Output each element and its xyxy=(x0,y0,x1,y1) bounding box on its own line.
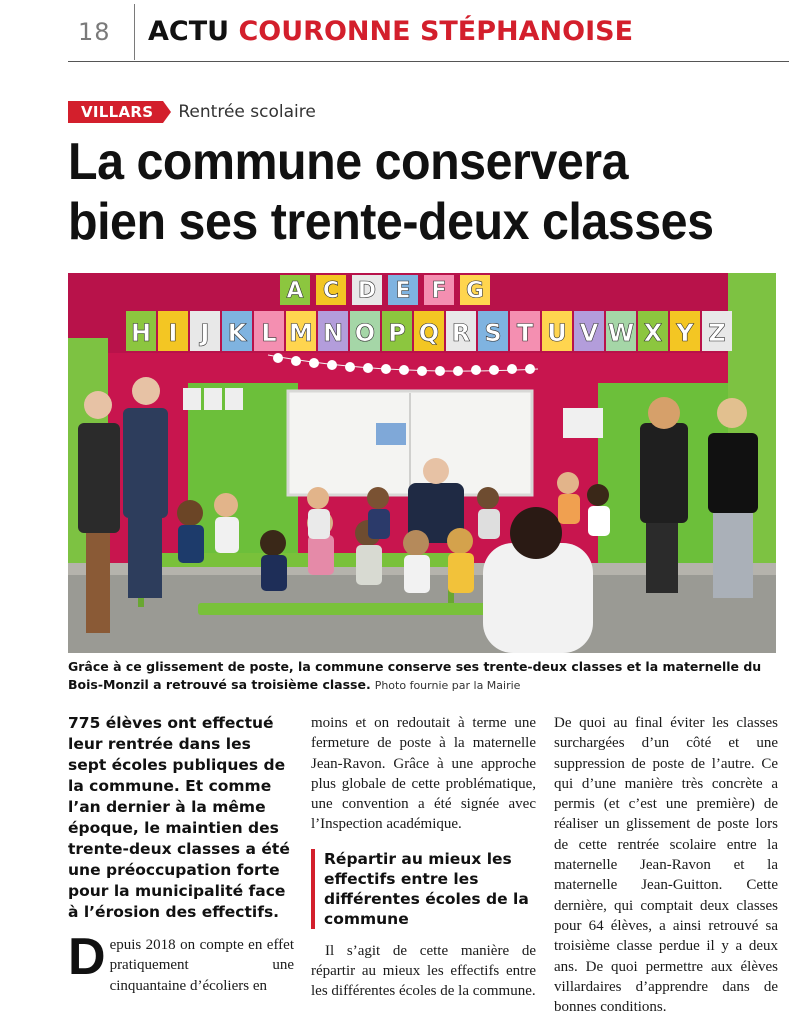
alphabet-letter: Q xyxy=(418,319,440,347)
alphabet-letter: S xyxy=(484,319,502,347)
alphabet-letter: H xyxy=(130,319,152,347)
section-title-part1: ACTU xyxy=(148,16,230,47)
header-rule xyxy=(68,61,789,62)
alphabet-letter: L xyxy=(261,319,277,347)
drop-cap: D xyxy=(68,928,106,986)
subheading: Répartir au mieux les effectifs entre les différentes écoles de la commune xyxy=(311,849,536,929)
section-title-part2: COURONNE STÉPHANOISE xyxy=(238,16,634,47)
alphabet-letter: E xyxy=(395,278,411,304)
article-photo xyxy=(68,273,776,653)
header-separator xyxy=(134,4,135,60)
alphabet-letter: J xyxy=(200,319,210,347)
alphabet-letter: M xyxy=(289,319,313,347)
page-header xyxy=(68,4,789,62)
location-tag: VILLARS xyxy=(68,101,163,123)
article-column-2 xyxy=(311,713,536,1002)
tag-arrow-icon xyxy=(163,101,171,123)
topic-label: Rentrée scolaire xyxy=(178,102,316,122)
paragraph-2-part-a: Il s’agit de cette manière de répartir au mieux les effectifs entre les différentes écoles de la commune. xyxy=(311,942,536,1000)
paragraph-1-part-b: moins et on redoutait à terme une fermeture de poste à la maternelle Jean-Ravon. Grâce à une approche plus globale de cette problématique, une convention a été signée avec l’Inspection académique. xyxy=(311,715,536,833)
page-number: 18 xyxy=(78,18,111,46)
alphabet-letter: W xyxy=(607,319,635,347)
alphabet-letter: P xyxy=(388,319,406,347)
alphabet-frieze-main xyxy=(126,311,732,351)
alphabet-letter: C xyxy=(322,278,340,304)
caption-text: Grâce à ce glissement de poste, la commune conserve ses trente-deux classes et la maternelle du Bois-Monzil a retrouvé sa troisième classe. xyxy=(68,659,762,692)
photo-credit: Photo fournie par la Mairie xyxy=(374,679,521,692)
article-lead: 775 élèves ont effectué leur rentrée dans les sept écoles publiques de la commune. Et comme l’an dernier à la même époque, le maintien des trente-deux classes a été une préoccupation forte pour la municipalité face à l’érosion des effectifs. xyxy=(68,714,290,921)
alphabet-letter: O xyxy=(354,319,376,347)
alphabet-letter: X xyxy=(643,319,663,347)
alphabet-letter: Z xyxy=(708,319,726,347)
paragraph-1-start xyxy=(68,928,294,996)
alphabet-letter: U xyxy=(547,319,567,347)
article-column-1 xyxy=(68,713,294,996)
photo-caption xyxy=(68,658,780,695)
alphabet-letter: D xyxy=(357,278,377,304)
alphabet-letter: F xyxy=(431,278,447,304)
alphabet-letter: R xyxy=(451,319,471,347)
alphabet-letter: V xyxy=(579,319,599,347)
alphabet-letter: N xyxy=(322,319,344,347)
alphabet-letter: T xyxy=(516,319,534,347)
article-column-3 xyxy=(554,713,778,1017)
paragraph-1-part-a: epuis 2018 on compte en effet pratiquement une cinquantaine d’écoliers en xyxy=(109,937,294,994)
headline: La commune conservera bien ses trente-deux classes xyxy=(68,133,714,251)
paragraph-2-part-b: De quoi au final éviter les classes surchargées d’un côté et une suppression de poste de l’autre. Ce qui d’une manière très concrète a permis (et c’est une première) de réaliser un glissement de poste lors de cette rentrée scolaire entre la maternelle Jean-Ravon et la maternelle Jean-Guitton. Cette dernière, qui comptait deux classes pour 64 élèves, a ainsi retrouvé sa troisième classe perdue il y a deux ans. De quoi permettre aux élèves villardaires d’apprendre dans de bonnes conditions. xyxy=(554,715,778,1016)
section-title xyxy=(148,16,633,47)
alphabet-letter: A xyxy=(286,278,304,304)
alphabet-letter: Y xyxy=(676,319,694,347)
alphabet-letter: G xyxy=(465,278,485,304)
alphabet-letter: K xyxy=(227,319,247,347)
alphabet-letter: I xyxy=(168,319,178,347)
kicker xyxy=(68,101,316,123)
